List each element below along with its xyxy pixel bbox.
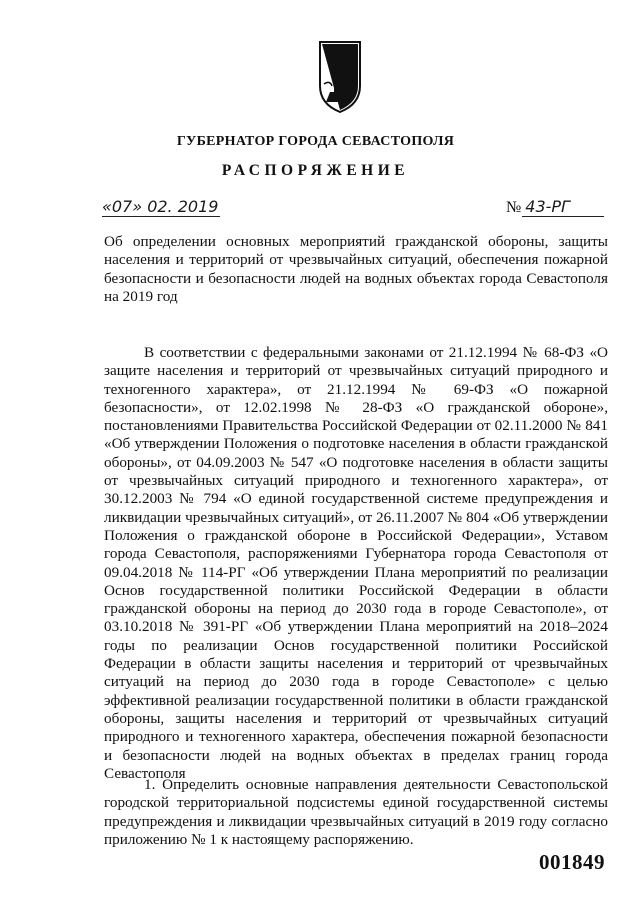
number-field xyxy=(506,197,604,215)
serial-number: 001849 xyxy=(539,850,605,874)
date-field xyxy=(102,197,220,215)
date-underline xyxy=(102,216,220,217)
number-handwritten: 43-РГ xyxy=(525,197,570,216)
preamble-paragraph: В соответствии с федеральными законами от 21.12.1994 № 68-ФЗ «О защите населения и территорий от чрезвычайных ситуаций природного и техногенного характера», от 21.12.1994 № 69-ФЗ «О пожарной безопасности», от 12.02.1998 № 28-ФЗ «О гражданской обороне», постановлениями Правительства Российской Федерации от 02.11.2000 № 841 «Об утверждении Положения о подготовке населения в области гражданской обороны», от 04.09.2003 № 547 «О подготовке населения в области защиты от чрезвычайных ситуаций природного и техногенного характера», от 30.12.2003 № 794 «О единой государственной системе предупреждения и ликвидации чрезвычайных ситуаций», от 26.11.2007 № 804 «Об утверждении Положения о гражданской обороне в Российской Федерации», Уставом города Севастополя, распоряжениями Губернатора города Севастополя от 09.04.2018 № 114-РГ «Об утверждении Плана мероприятий по реализации Основ государственной политики Российской Федерации в области гражданской обороны на период до 2030 года в городе Севастополе», от 03.10.2018 № 391-РГ «Об утверждении Плана мероприятий на 2018–2024 годы по реализации Основ государственной политики Российской Федерации в области защиты населения и территорий от чрезвычайных ситуаций на период до 2030 года в городе Севастополе» с целью эффективной реализации государственной политики в области гражданской обороны, защиты населения и территорий от чрезвычайных ситуаций природного и техногенного характера, обеспечения пожарной безопасности и безопасности людей на водных объектах в пределах границ города Севастополя xyxy=(104,344,608,782)
number-underline xyxy=(522,216,604,217)
date-handwritten: «07» 02. 2019 xyxy=(102,197,219,216)
document-type-title: РАСПОРЯЖЕНИЕ xyxy=(221,162,410,179)
document-subject: Об определении основных мероприятий гражданской обороны, защиты населения и территорий от чрезвычайных ситуаций, обеспечения пожарной безопасности и безопасности людей на водных объектах города Севастополя на 2019 год xyxy=(104,233,608,305)
item-1-paragraph: 1. Определить основные направления деятельности Севастопольской городской территориальной подсистемы единой государственной системы предупреждения и ликвидации чрезвычайных ситуаций в 2019 году согласно приложению № 1 к настоящему распоряжению. xyxy=(104,776,608,848)
sevastopol-coat-of-arms-icon xyxy=(318,40,362,114)
number-prefix: № xyxy=(506,199,522,216)
organization-title: ГУБЕРНАТОР ГОРОДА СЕВАСТОПОЛЯ xyxy=(176,134,455,149)
